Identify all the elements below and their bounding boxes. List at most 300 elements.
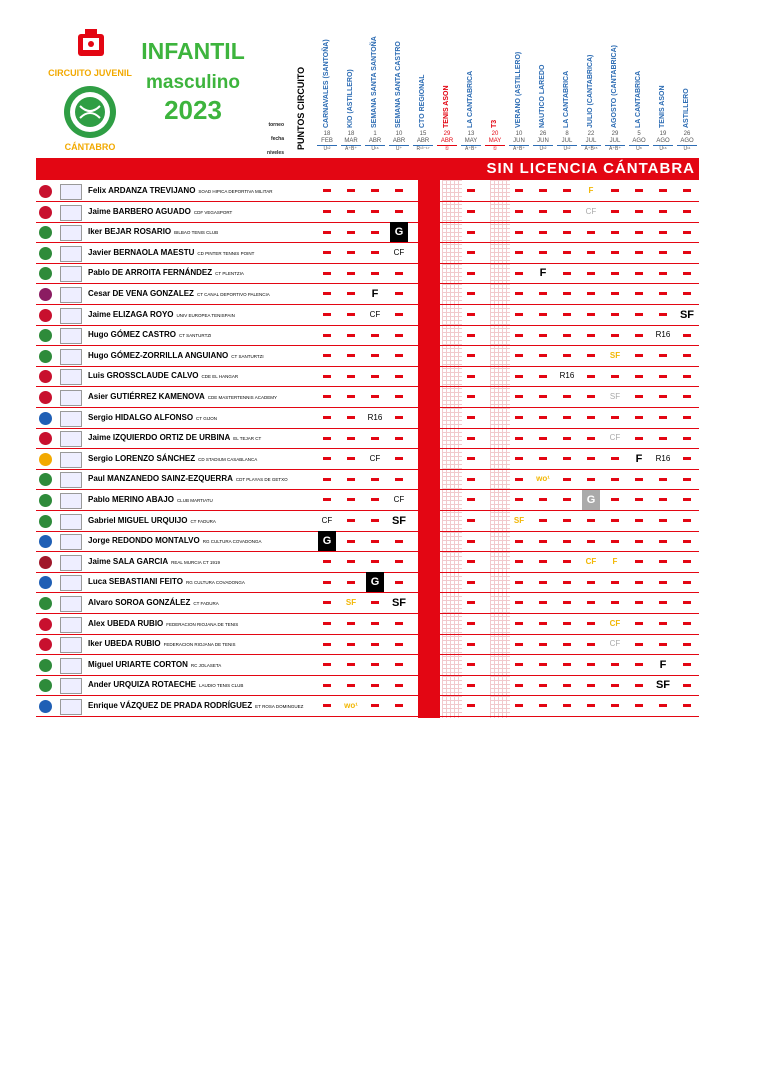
result-cell xyxy=(558,531,576,551)
tournament-name: CARNAVALES (SANTOÑA) xyxy=(323,39,330,128)
tournament-date: 29 ABR ① xyxy=(437,131,457,153)
result-cell xyxy=(510,449,528,469)
result-cell xyxy=(582,305,600,325)
result-cell xyxy=(678,408,696,428)
result-cell xyxy=(606,366,624,386)
result-cell xyxy=(342,243,360,263)
result-cell xyxy=(390,655,408,675)
logo-arc-text: CIRCUITO JUVENIL xyxy=(48,68,132,78)
no-participation-dash xyxy=(515,704,523,707)
player-club: UNIV EUROPEA TENISPAIN xyxy=(176,312,235,318)
result-cell xyxy=(630,655,648,675)
result-cell xyxy=(654,366,672,386)
no-participation-dash xyxy=(635,354,643,357)
result-cell xyxy=(462,387,480,407)
result-cell: SF xyxy=(391,514,407,527)
no-participation-dash xyxy=(539,354,547,357)
player-row xyxy=(36,243,699,264)
result-cell: CF xyxy=(585,206,597,216)
no-participation-dash xyxy=(515,251,523,254)
result-cell xyxy=(654,387,672,407)
player-row xyxy=(36,655,699,676)
no-participation-dash xyxy=(515,375,523,378)
no-participation-dash xyxy=(515,231,523,234)
result-cell: CF xyxy=(321,515,333,525)
result-cell xyxy=(366,202,384,222)
no-participation-dash xyxy=(539,540,547,543)
no-participation-dash xyxy=(395,684,403,687)
result-cell xyxy=(558,655,576,675)
no-participation-dash xyxy=(467,231,475,234)
result-cell xyxy=(318,490,336,510)
result-cell: CF xyxy=(369,453,381,463)
club-logo-icon xyxy=(60,555,82,571)
player-club: RG CULTURA COVADONGA xyxy=(202,539,262,545)
result-cell xyxy=(558,675,576,695)
no-participation-dash xyxy=(659,210,667,213)
no-participation-dash xyxy=(563,622,571,625)
no-participation-dash xyxy=(323,601,331,604)
result-cell xyxy=(558,449,576,469)
result-cell xyxy=(678,387,696,407)
player-club: CD PINTER TENNIS POINT xyxy=(197,250,255,256)
no-participation-dash xyxy=(683,560,691,563)
result-cell xyxy=(318,366,336,386)
no-participation-dash xyxy=(371,519,379,522)
no-participation-dash xyxy=(587,354,595,357)
no-participation-dash xyxy=(659,292,667,295)
result-cell xyxy=(678,243,696,263)
club-logo-icon xyxy=(60,266,82,282)
result-cell xyxy=(342,511,360,531)
no-participation-dash xyxy=(395,334,403,337)
no-participation-dash xyxy=(611,231,619,234)
no-participation-dash xyxy=(395,437,403,440)
result-cell xyxy=(462,181,480,201)
no-participation-dash xyxy=(587,540,595,543)
no-participation-dash xyxy=(659,313,667,316)
no-participation-dash xyxy=(539,416,547,419)
no-participation-dash xyxy=(539,704,547,707)
no-participation-dash xyxy=(539,334,547,337)
no-participation-dash xyxy=(323,478,331,481)
no-participation-dash xyxy=(323,622,331,625)
no-participation-dash xyxy=(659,601,667,604)
result-cell xyxy=(630,408,648,428)
tournament-name: ASTILLERO xyxy=(683,88,690,128)
no-participation-dash xyxy=(347,684,355,687)
result-cell xyxy=(342,490,360,510)
result-cell xyxy=(582,675,600,695)
tournament-name: SEMANA SANTA SANTOÑA xyxy=(371,36,378,128)
no-participation-dash xyxy=(659,478,667,481)
result-cell xyxy=(654,614,672,634)
result-cell xyxy=(558,181,576,201)
result-cell xyxy=(678,449,696,469)
no-participation-dash xyxy=(395,313,403,316)
result-cell xyxy=(678,614,696,634)
no-participation-dash xyxy=(467,519,475,522)
no-participation-dash xyxy=(515,684,523,687)
tournament-date: 26 AGO U¹¹ xyxy=(677,131,697,153)
player-name: Pablo DE ARROITA FERNÁNDEZ CT PLENTZIA xyxy=(88,268,244,278)
region-flag-icon xyxy=(39,432,52,445)
no-participation-dash xyxy=(539,292,547,295)
no-participation-dash xyxy=(323,581,331,584)
result-cell xyxy=(366,696,384,716)
player-name: Alex UBEDA RUBIO FEDERACION RIOJANA DE TENIS xyxy=(88,618,239,628)
player-row xyxy=(36,408,699,429)
player-name: Cesar DE VENA GONZALEZ CT CANAL DEPORTIVO PALENCIA xyxy=(88,289,270,298)
result-cell: G xyxy=(318,531,336,551)
player-name: Jorge REDONDO MONTALVO RG CULTURA COVADONGA xyxy=(88,536,262,546)
club-logo-icon xyxy=(60,287,82,303)
result-cell xyxy=(462,263,480,283)
no-participation-dash xyxy=(611,457,619,460)
result-cell xyxy=(318,634,336,654)
no-participation-dash xyxy=(323,334,331,337)
result-cell xyxy=(630,696,648,716)
no-participation-dash xyxy=(683,684,691,687)
no-participation-dash xyxy=(659,704,667,707)
result-cell xyxy=(534,490,552,510)
result-cell xyxy=(390,531,408,551)
player-name: Javier BERNAOLA MAESTU CD PINTER TENNIS POINT xyxy=(88,247,255,257)
player-name: Asier GUTIÉRREZ KAMENOVA CDE MASTERTENNIS ACADEMY xyxy=(88,392,277,401)
no-participation-dash xyxy=(635,292,643,295)
no-participation-dash xyxy=(659,189,667,192)
result-cell xyxy=(630,346,648,366)
result-cell xyxy=(582,243,600,263)
result-cell xyxy=(558,552,576,572)
no-participation-dash xyxy=(635,663,643,666)
result-cell xyxy=(462,531,480,551)
result-cell xyxy=(582,449,600,469)
player-club: CT PLENTZIA xyxy=(215,271,244,277)
no-participation-dash xyxy=(635,478,643,481)
no-participation-dash xyxy=(323,684,331,687)
no-participation-dash xyxy=(659,375,667,378)
result-cell xyxy=(462,696,480,716)
result-cell xyxy=(366,531,384,551)
result-cell xyxy=(342,366,360,386)
result-cell xyxy=(534,202,552,222)
no-participation-dash xyxy=(323,231,331,234)
player-row xyxy=(36,593,699,614)
no-participation-dash xyxy=(635,643,643,646)
no-participation-dash xyxy=(587,272,595,275)
result-cell xyxy=(366,511,384,531)
player-name: Ander URQUIZA ROTAECHE LAUDIO TENIS CLUB xyxy=(88,680,244,690)
player-row xyxy=(36,387,699,408)
result-cell xyxy=(654,634,672,654)
result-cell xyxy=(366,614,384,634)
result-cell xyxy=(462,552,480,572)
result-cell xyxy=(678,284,696,304)
no-participation-dash xyxy=(395,643,403,646)
no-participation-dash xyxy=(323,251,331,254)
no-participation-dash xyxy=(635,704,643,707)
player-name: Alvaro SOROA GONZÁLEZ CT FADURA xyxy=(88,598,219,607)
player-club: CT SANTURTZI xyxy=(179,333,212,339)
no-participation-dash xyxy=(587,643,595,646)
player-club: LAUDIO TENIS CLUB xyxy=(199,683,244,689)
player-club: REAL MURCIA CT 1919 xyxy=(171,559,220,565)
result-cell xyxy=(342,202,360,222)
no-participation-dash xyxy=(659,540,667,543)
result-cell xyxy=(318,305,336,325)
no-participation-dash xyxy=(395,189,403,192)
result-cell xyxy=(630,284,648,304)
no-participation-dash xyxy=(587,395,595,398)
no-participation-dash xyxy=(563,313,571,316)
tournament-date: 15 ABR R¹³⁻¹⁷ xyxy=(413,131,433,153)
no-participation-dash xyxy=(347,189,355,192)
result-cell: F xyxy=(612,556,618,566)
result-cell xyxy=(654,490,672,510)
result-cell xyxy=(366,222,384,242)
result-cell xyxy=(678,593,696,613)
no-participation-dash xyxy=(683,272,691,275)
result-cell xyxy=(534,387,552,407)
no-participation-dash xyxy=(467,601,475,604)
result-cell xyxy=(510,202,528,222)
tournament-date: 18 MAR A⁺B⁺ xyxy=(341,131,361,153)
no-participation-dash xyxy=(563,251,571,254)
result-cell xyxy=(582,387,600,407)
no-participation-dash xyxy=(395,704,403,707)
result-cell xyxy=(630,490,648,510)
player-name: Gabriel MIGUEL URQUIJO CT FADURA xyxy=(88,515,216,525)
result-cell xyxy=(510,552,528,572)
result-cell xyxy=(558,222,576,242)
result-cell xyxy=(318,408,336,428)
result-cell: SF xyxy=(345,598,357,607)
result-cell xyxy=(606,469,624,489)
result-cell xyxy=(654,284,672,304)
no-participation-dash xyxy=(467,560,475,563)
result-cell xyxy=(462,222,480,242)
no-participation-dash xyxy=(467,189,475,192)
no-participation-dash xyxy=(467,457,475,460)
result-cell xyxy=(366,469,384,489)
player-club: ET ROSA DOMINGUEZ xyxy=(255,704,304,709)
row-label-niveles: niveles xyxy=(267,150,284,156)
no-participation-dash xyxy=(635,395,643,398)
no-participation-dash xyxy=(563,395,571,398)
result-cell xyxy=(390,366,408,386)
result-cell xyxy=(558,284,576,304)
result-cell xyxy=(318,696,336,716)
result-cell: R16 xyxy=(559,371,575,381)
no-participation-dash xyxy=(539,189,547,192)
no-participation-dash xyxy=(323,272,331,275)
result-cell xyxy=(510,469,528,489)
result-cell xyxy=(510,408,528,428)
tournament-name: CTO REGIONAL xyxy=(419,74,426,128)
result-cell xyxy=(606,655,624,675)
result-cell xyxy=(510,614,528,634)
result-cell xyxy=(462,428,480,448)
player-club: CD STADIUM CASABLANCA xyxy=(198,456,258,462)
tournament-name: LA CANTABRICA xyxy=(467,70,474,128)
no-participation-dash xyxy=(323,560,331,563)
result-cell: CF xyxy=(393,247,405,257)
tournament-date: 18 FEB U¹² xyxy=(317,131,337,153)
result-cell xyxy=(558,305,576,325)
result-cell xyxy=(342,305,360,325)
no-participation-dash xyxy=(659,231,667,234)
result-cell: CF xyxy=(609,433,621,443)
club-logo-icon xyxy=(60,246,82,262)
no-participation-dash xyxy=(659,519,667,522)
no-participation-dash xyxy=(659,560,667,563)
result-cell: SF xyxy=(513,515,525,525)
tournament-name: LA CANTABRICA xyxy=(635,70,642,128)
no-participation-dash xyxy=(371,684,379,687)
no-participation-dash xyxy=(515,313,523,316)
result-cell xyxy=(366,593,384,613)
no-participation-dash xyxy=(563,519,571,522)
player-club: CLUB MARTIATU xyxy=(176,498,213,503)
no-participation-dash xyxy=(395,581,403,584)
no-participation-dash xyxy=(347,354,355,357)
result-cell xyxy=(534,572,552,592)
player-name: Hugo GÓMEZ CASTRO CT SANTURTZI xyxy=(88,330,212,340)
result-cell: G xyxy=(366,572,384,592)
result-cell xyxy=(630,366,648,386)
no-participation-dash xyxy=(563,478,571,481)
no-participation-dash xyxy=(395,375,403,378)
region-flag-icon xyxy=(39,185,52,198)
no-participation-dash xyxy=(395,210,403,213)
result-cell xyxy=(558,387,576,407)
tournament-date: 19 AGO U¹⁶ xyxy=(653,131,673,153)
player-name: Luca SEBASTIANI FEITO RG CULTURA COVADONGA xyxy=(88,577,245,587)
player-row xyxy=(36,531,699,552)
no-participation-dash xyxy=(563,334,571,337)
club-logo-icon xyxy=(60,390,82,406)
result-cell xyxy=(606,696,624,716)
no-participation-dash xyxy=(323,663,331,666)
no-participation-dash xyxy=(347,292,355,295)
no-participation-dash xyxy=(659,622,667,625)
no-participation-dash xyxy=(395,416,403,419)
result-cell xyxy=(510,387,528,407)
no-participation-dash xyxy=(611,210,619,213)
result-cell xyxy=(390,449,408,469)
result-cell xyxy=(462,490,480,510)
result-cell: SF xyxy=(679,308,695,321)
result-cell xyxy=(582,284,600,304)
result-cell xyxy=(582,614,600,634)
no-participation-dash xyxy=(515,292,523,295)
no-participation-dash xyxy=(347,231,355,234)
player-row xyxy=(36,263,699,284)
no-participation-dash xyxy=(611,663,619,666)
no-participation-dash xyxy=(539,519,547,522)
region-flag-icon xyxy=(39,391,52,404)
no-participation-dash xyxy=(323,375,331,378)
player-club: CT FADURA xyxy=(193,601,219,606)
player-name: Jaime IZQUIERDO ORTIZ DE URBINA EL TEJAR CT xyxy=(88,433,262,443)
result-cell xyxy=(462,325,480,345)
result-cell: CF xyxy=(585,556,597,566)
no-participation-dash xyxy=(347,313,355,316)
result-cell xyxy=(318,449,336,469)
no-participation-dash xyxy=(659,354,667,357)
result-cell xyxy=(390,634,408,654)
result-cell xyxy=(510,243,528,263)
tournament-date: 20 MAY ① xyxy=(485,131,505,153)
tournament-date: 10 ABR U⁺ xyxy=(389,131,409,153)
player-row xyxy=(36,325,699,346)
player-name: Jaime SALA GARCIA REAL MURCIA CT 1919 xyxy=(88,556,220,566)
no-participation-dash xyxy=(563,457,571,460)
no-participation-dash xyxy=(371,498,379,501)
result-cell xyxy=(462,614,480,634)
result-cell xyxy=(558,593,576,613)
player-name: Jaime ELIZAGA ROYO UNIV EUROPEA TENISPAIN xyxy=(88,309,235,319)
no-participation-dash xyxy=(323,643,331,646)
no-participation-dash xyxy=(323,416,331,419)
result-cell xyxy=(582,655,600,675)
no-participation-dash xyxy=(515,272,523,275)
result-cell xyxy=(534,346,552,366)
no-participation-dash xyxy=(467,581,475,584)
player-row xyxy=(36,511,699,532)
no-participation-dash xyxy=(611,416,619,419)
region-flag-icon xyxy=(39,288,52,301)
player-club: RG CULTURA COVADONGA xyxy=(185,580,245,586)
no-participation-dash xyxy=(371,663,379,666)
no-participation-dash xyxy=(515,643,523,646)
result-cell xyxy=(678,552,696,572)
no-participation-dash xyxy=(539,231,547,234)
no-participation-dash xyxy=(635,375,643,378)
tournament-name: KIO (ASTILLERO) xyxy=(347,69,354,128)
result-cell xyxy=(342,572,360,592)
result-cell xyxy=(630,531,648,551)
no-participation-dash xyxy=(683,292,691,295)
result-cell xyxy=(462,511,480,531)
result-cell xyxy=(630,614,648,634)
no-participation-dash xyxy=(683,354,691,357)
result-cell xyxy=(366,325,384,345)
result-cell xyxy=(510,428,528,448)
club-logo-icon xyxy=(60,184,82,200)
result-cell xyxy=(558,469,576,489)
result-cell xyxy=(318,469,336,489)
no-participation-dash xyxy=(611,375,619,378)
result-cell xyxy=(582,222,600,242)
result-cell xyxy=(654,552,672,572)
result-cell xyxy=(510,305,528,325)
result-cell xyxy=(462,408,480,428)
player-row xyxy=(36,490,699,511)
result-cell xyxy=(558,325,576,345)
result-cell xyxy=(678,675,696,695)
no-participation-dash xyxy=(467,395,475,398)
result-cell xyxy=(342,552,360,572)
region-flag-icon xyxy=(39,515,52,528)
result-cell xyxy=(318,572,336,592)
no-participation-dash xyxy=(563,231,571,234)
result-cell: R16 xyxy=(655,330,671,340)
no-participation-dash xyxy=(467,251,475,254)
result-cell xyxy=(654,222,672,242)
no-participation-dash xyxy=(563,189,571,192)
